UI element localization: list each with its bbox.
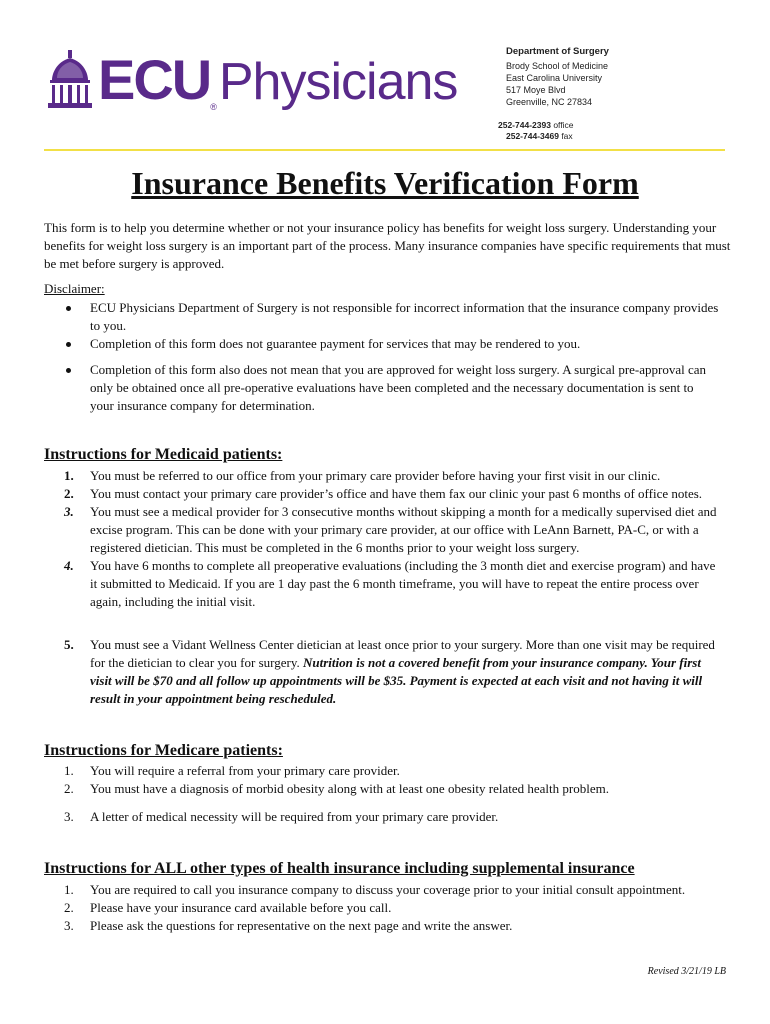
list-number: 2. (64, 900, 74, 915)
list-item-text: Please have your insurance card available before you call. (90, 900, 392, 915)
header-divider (44, 149, 725, 151)
medicare-list (60, 762, 720, 798)
disclaimer-list (60, 299, 720, 353)
list-item (60, 557, 720, 611)
department-name: Department of Surgery (506, 46, 609, 57)
list-item-text: You will require a referral from your primary care provider. (90, 763, 400, 778)
list-item (60, 299, 720, 335)
logo-physicians-text: Physicians (218, 53, 458, 111)
list-item (60, 917, 720, 935)
ecu-physicians-logo (46, 48, 476, 112)
logo-ecu-text: ECU (98, 48, 211, 111)
medicare-list-continued (60, 808, 720, 826)
address-line: Greenville, NC 27834 (506, 97, 593, 107)
list-item (60, 485, 720, 503)
medicaid-list-continued (60, 636, 720, 708)
list-item-text: A letter of medical necessity will be required from your primary care provider. (90, 809, 499, 824)
list-item-text: You must have a diagnosis of morbid obesity along with at least one obesity related health problem. (90, 781, 609, 796)
office-phone-label: office (553, 120, 574, 130)
list-item (60, 636, 720, 708)
phone-block (498, 120, 573, 142)
list-item-text: You must be referred to our office from your primary care provider before having your first visit in our clinic. (90, 468, 661, 483)
list-number: 3. (64, 809, 74, 824)
fax-phone-label: fax (561, 131, 573, 141)
list-item (60, 808, 720, 826)
list-item (60, 503, 720, 557)
list-item-text: You must see a medical provider for 3 consecutive months without skipping a month for a medically supervised diet and excise program. This can be done with your primary care provider, at our office with LeAnn Barnett, PA-C, or with a registered dietician. This must be completed in the 6 months prior to your weight loss surgery. (90, 504, 717, 555)
list-item (60, 780, 720, 798)
list-item-text: Completion of this form does not guarantee payment for services that may be rendered to you. (90, 336, 581, 351)
list-item-text: Please ask the questions for representative on the next page and write the answer. (90, 918, 513, 933)
address-line: 517 Moye Blvd (506, 85, 566, 95)
page-title: Insurance Benefits Verification Form (131, 165, 639, 201)
list-number: 2. (64, 781, 74, 796)
disclaimer-list-continued (60, 361, 720, 415)
fax-phone-number: 252-744-3469 (506, 131, 559, 141)
medicaid-heading: Instructions for Medicaid patients: (44, 446, 283, 463)
medicaid-list (60, 467, 720, 611)
list-item (60, 361, 720, 415)
list-item-text: You have 6 months to complete all preoperative evaluations (including the 3 month diet and exercise program) and have it submitted to Medicaid. If you are 1 day past the 6 month timeframe, you will have to repeat the entire process over again, including the initial visit. (90, 558, 716, 609)
list-item-text: You must contact your primary care provider’s office and have them fax our clinic your past 6 months of office notes. (90, 486, 703, 501)
list-item-text: ECU Physicians Department of Surgery is not responsible for incorrect information that the insurance company provides to you. (90, 300, 719, 333)
list-number: 4. (64, 558, 74, 573)
other-insurance-list (60, 881, 720, 935)
list-number: 5. (64, 637, 74, 652)
bullet-icon (66, 342, 71, 347)
intro-paragraph: This form is to help you determine whether or not your insurance policy has benefits for weight loss surgery. Understanding your benefits for weight loss surgery is an important part of the process. Many insurance companies have specific requirements that must be met before surgery is approved. (44, 220, 731, 271)
list-item (60, 899, 720, 917)
office-phone (498, 120, 573, 131)
bullet-icon (66, 368, 71, 373)
cupola-icon (46, 50, 94, 110)
list-item (60, 335, 720, 353)
address-line: East Carolina University (506, 73, 603, 83)
disclaimer-label: Disclaimer: (44, 281, 105, 296)
address-line: Brody School of Medicine (506, 61, 609, 71)
list-number: 1. (64, 763, 74, 778)
list-number: 1. (64, 468, 74, 483)
list-number: 3. (64, 504, 74, 519)
medicare-heading: Instructions for Medicare patients: (44, 742, 283, 759)
logo-registered-mark: ® (210, 102, 217, 112)
list-number: 1. (64, 882, 74, 897)
list-item-text: Completion of this form also does not mean that you are approved for weight loss surgery. A surgical pre-approval can only be obtained once all pre-operative evaluations have been completed and the necessary documentation is sent to your insurance company for determination. (90, 362, 707, 413)
list-item-text: You must see a Vidant Wellness Center dietician at least once prior to your surgery. More than one visit may be required for the dietician to clear you for surgery. (90, 637, 715, 670)
list-number: 3. (64, 918, 74, 933)
office-phone-number: 252-744-2393 (498, 120, 551, 130)
list-item-text: You are required to call you insurance company to discuss your coverage prior to your initial consult appointment. (90, 882, 686, 897)
list-item-emphasis: Nutrition is not a covered benefit from your insurance company. Your first visit will be $70 and all follow up appointments will be $35. Payment is expected at each visit and not having it will result in your appointment being rescheduled. (90, 655, 703, 706)
list-item (60, 467, 720, 485)
fax-phone (498, 131, 573, 142)
other-insurance-heading: Instructions for ALL other types of health insurance including supplemental insurance (44, 860, 635, 877)
department-address-block (506, 46, 609, 108)
revision-note: Revised 3/21/19 LB (647, 966, 726, 977)
list-number: 2. (64, 486, 74, 501)
list-item (60, 762, 720, 780)
bullet-icon (66, 306, 71, 311)
list-item (60, 881, 720, 899)
